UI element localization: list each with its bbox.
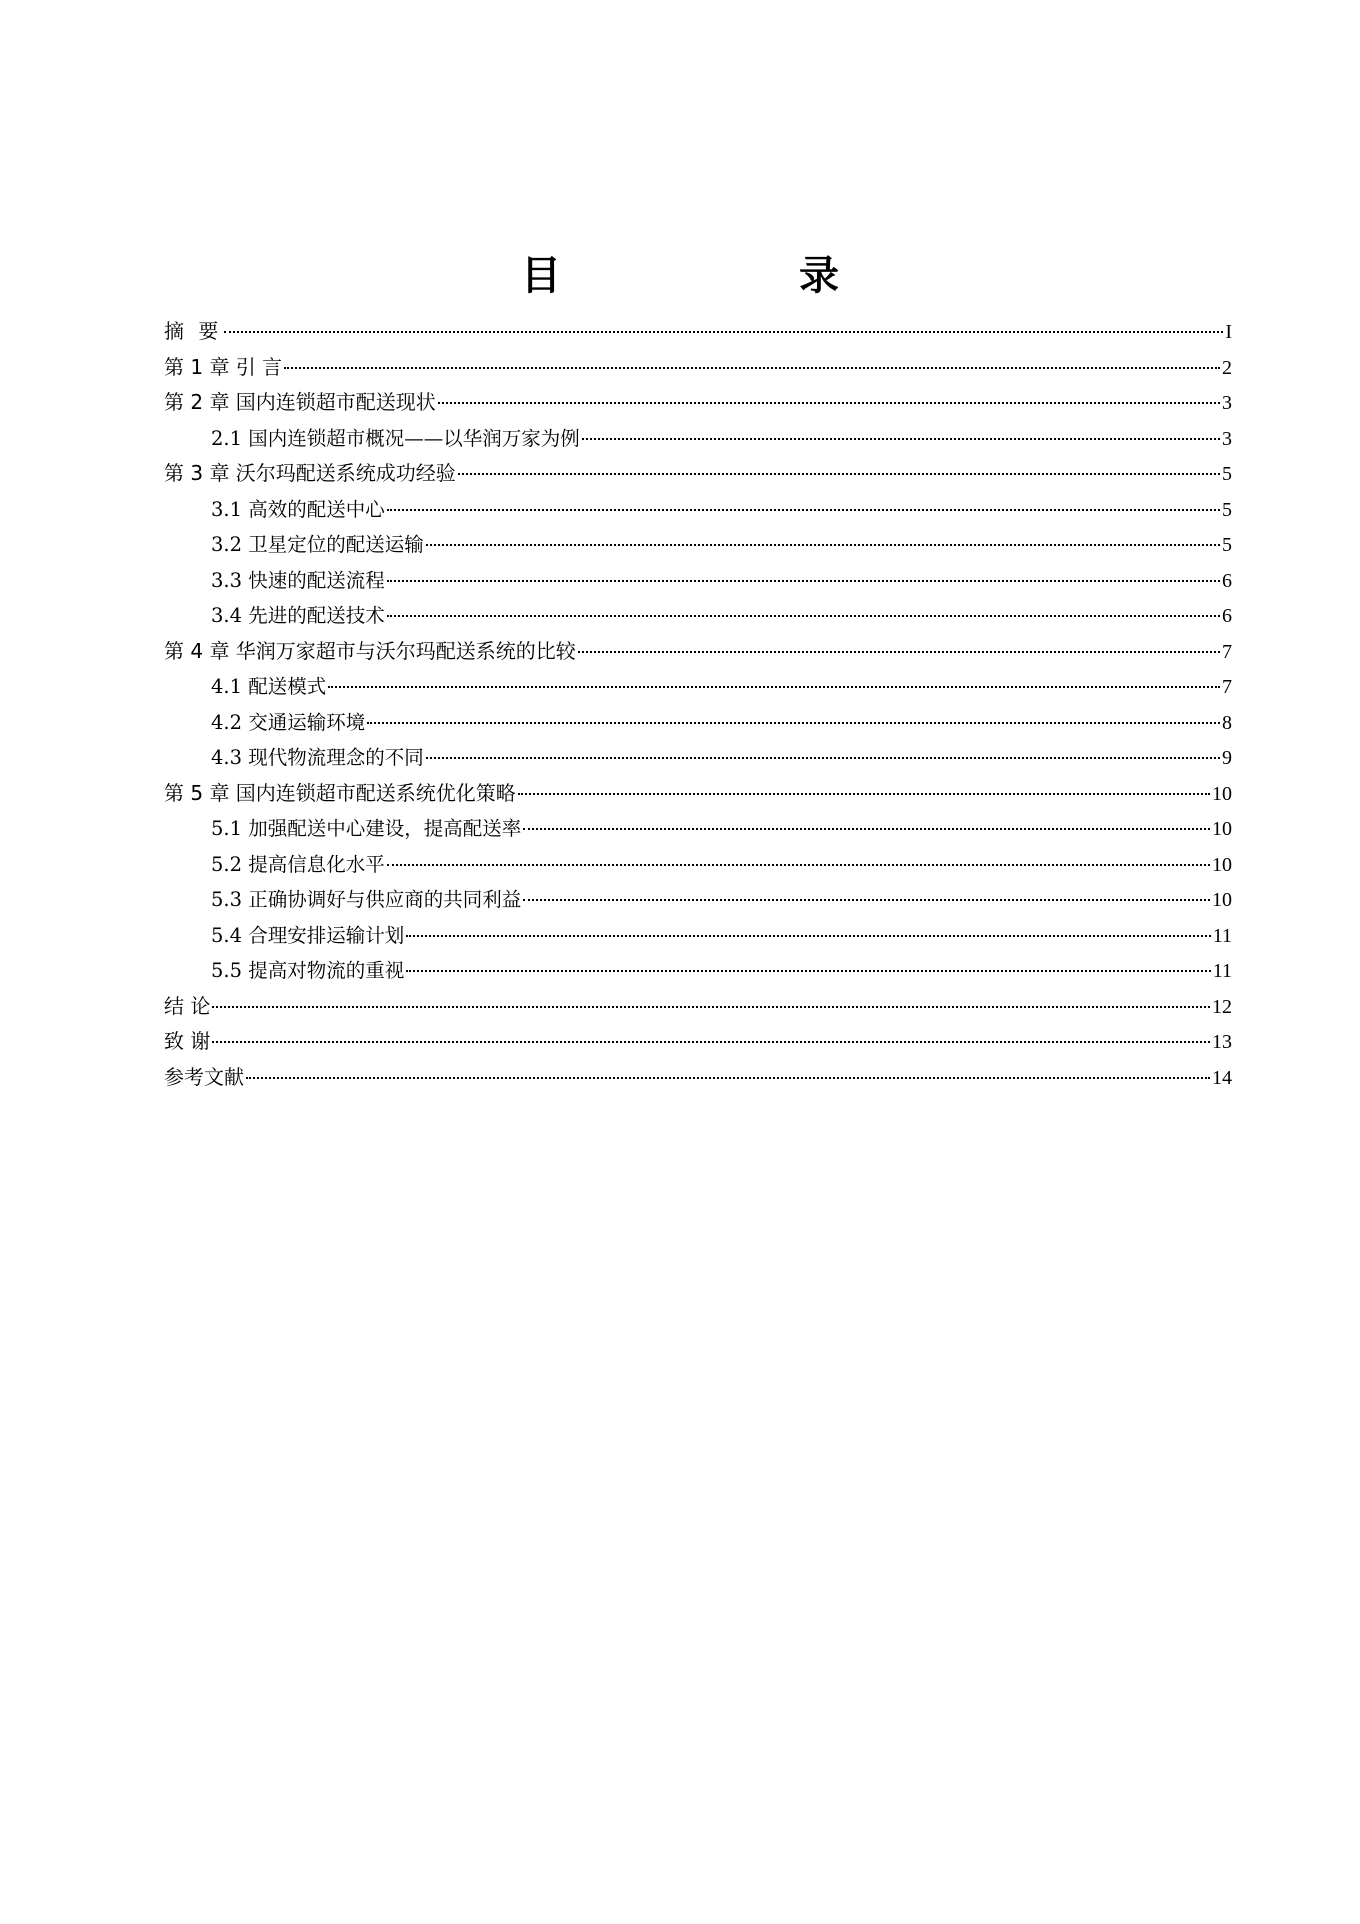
toc-entry-label: 3.3 快速的配送流程 bbox=[211, 568, 385, 592]
toc-entry-page: 14 bbox=[1212, 1066, 1232, 1089]
table-of-contents bbox=[164, 314, 1232, 1095]
toc-entry-page: 10 bbox=[1212, 818, 1232, 840]
toc-entry-page: 8 bbox=[1222, 711, 1232, 734]
toc-entry-label: 3.2 卫星定位的配送运输 bbox=[211, 533, 424, 556]
toc-entry[interactable] bbox=[164, 882, 1232, 918]
toc-entry-label: 4.3 现代物流理念的不同 bbox=[211, 746, 424, 769]
toc-entry[interactable] bbox=[164, 740, 1232, 776]
toc-entry[interactable] bbox=[164, 492, 1232, 528]
toc-entry-label: 参考文献 bbox=[164, 1064, 244, 1089]
dot-leader bbox=[582, 438, 1220, 440]
toc-entry-label: 5.2 提高信息化水平 bbox=[211, 852, 385, 876]
toc-entry-page: 3 bbox=[1222, 392, 1232, 414]
toc-entry-page: 2 bbox=[1222, 356, 1232, 379]
toc-entry[interactable] bbox=[164, 563, 1232, 599]
toc-entry-page: 11 bbox=[1212, 924, 1232, 947]
toc-entry[interactable] bbox=[164, 456, 1232, 492]
toc-entry[interactable] bbox=[164, 1024, 1232, 1060]
toc-entry-page: 5 bbox=[1222, 498, 1232, 521]
toc-entry[interactable] bbox=[164, 421, 1232, 457]
toc-entry-page: 3 bbox=[1222, 427, 1232, 450]
dot-leader bbox=[438, 402, 1220, 404]
toc-entry-label: 第 3 章 沃尔玛配送系统成功经验 bbox=[164, 461, 456, 485]
toc-entry-label: 5.4 合理安排运输计划 bbox=[211, 923, 405, 947]
dot-leader bbox=[523, 828, 1210, 830]
toc-entry-label: 5.5 提高对物流的重视 bbox=[211, 959, 405, 982]
toc-entry[interactable] bbox=[164, 953, 1232, 989]
toc-entry-label: 3.1 高效的配送中心 bbox=[211, 497, 385, 521]
toc-entry-label: 5.3 正确协调好与供应商的共同利益 bbox=[211, 888, 522, 911]
toc-entry-page: 11 bbox=[1212, 960, 1232, 982]
toc-entry-page: I bbox=[1225, 321, 1232, 343]
toc-entry[interactable] bbox=[164, 314, 1232, 350]
toc-entry[interactable] bbox=[164, 598, 1232, 634]
toc-entry-page: 13 bbox=[1212, 1031, 1232, 1053]
dot-leader bbox=[387, 615, 1220, 617]
dot-leader bbox=[284, 367, 1220, 369]
dot-leader bbox=[518, 793, 1210, 795]
toc-entry-label: 致 谢 bbox=[164, 1029, 211, 1053]
dot-leader bbox=[387, 864, 1210, 866]
toc-entry-page: 7 bbox=[1222, 640, 1232, 663]
toc-entry-label: 第 1 章 引 言 bbox=[164, 354, 283, 379]
toc-entry[interactable] bbox=[164, 527, 1232, 563]
toc-entry-page: 7 bbox=[1222, 676, 1232, 698]
toc-entry[interactable] bbox=[164, 918, 1232, 954]
toc-entry-page: 6 bbox=[1222, 569, 1232, 592]
toc-entry[interactable] bbox=[164, 705, 1232, 741]
toc-entry-label: 3.4 先进的配送技术 bbox=[211, 604, 385, 627]
toc-entry-page: 10 bbox=[1212, 853, 1232, 876]
toc-entry[interactable] bbox=[164, 776, 1232, 812]
toc-entry-page: 5 bbox=[1222, 534, 1232, 556]
dot-leader bbox=[578, 651, 1220, 653]
toc-entry-label: 第 2 章 国内连锁超市配送现状 bbox=[164, 390, 436, 414]
dot-leader bbox=[246, 1077, 1210, 1079]
dot-leader bbox=[224, 331, 1223, 333]
dot-leader bbox=[212, 1006, 1210, 1008]
dot-leader bbox=[387, 580, 1220, 582]
dot-leader bbox=[387, 509, 1220, 511]
dot-leader bbox=[328, 686, 1220, 688]
toc-entry-label: 摘 要 bbox=[164, 319, 223, 343]
toc-entry[interactable] bbox=[164, 1060, 1232, 1096]
dot-leader bbox=[406, 970, 1211, 972]
toc-entry-label: 5.1 加强配送中心建设，提高配送率 bbox=[211, 817, 522, 840]
dot-leader bbox=[406, 935, 1211, 937]
dot-leader bbox=[426, 544, 1220, 546]
toc-entry-label: 2.1 国内连锁超市概况——以华润万家为例 bbox=[211, 426, 580, 450]
toc-entry-label: 第 5 章 国内连锁超市配送系统优化策略 bbox=[164, 780, 516, 805]
toc-entry[interactable] bbox=[164, 634, 1232, 670]
dot-leader bbox=[212, 1041, 1210, 1043]
dot-leader bbox=[523, 899, 1210, 901]
toc-entry-page: 5 bbox=[1222, 463, 1232, 485]
toc-entry[interactable] bbox=[164, 811, 1232, 847]
toc-entry-page: 10 bbox=[1212, 782, 1232, 805]
dot-leader bbox=[426, 757, 1220, 759]
dot-leader bbox=[458, 473, 1220, 475]
toc-entry-label: 4.1 配送模式 bbox=[211, 675, 327, 698]
dot-leader bbox=[367, 722, 1220, 724]
toc-entry-label: 第 4 章 华润万家超市与沃尔玛配送系统的比较 bbox=[164, 638, 576, 663]
toc-entry-page: 9 bbox=[1222, 747, 1232, 769]
toc-entry[interactable] bbox=[164, 847, 1232, 883]
toc-entry[interactable] bbox=[164, 669, 1232, 705]
toc-entry-label: 结 论 bbox=[164, 993, 211, 1018]
toc-entry[interactable] bbox=[164, 989, 1232, 1025]
toc-entry-page: 12 bbox=[1212, 995, 1232, 1018]
toc-entry[interactable] bbox=[164, 350, 1232, 386]
toc-entry-page: 10 bbox=[1212, 889, 1232, 911]
toc-entry-page: 6 bbox=[1222, 605, 1232, 627]
toc-entry-label: 4.2 交通运输环境 bbox=[211, 710, 366, 734]
page-title: 目 录 bbox=[521, 253, 951, 299]
toc-entry[interactable] bbox=[164, 385, 1232, 421]
